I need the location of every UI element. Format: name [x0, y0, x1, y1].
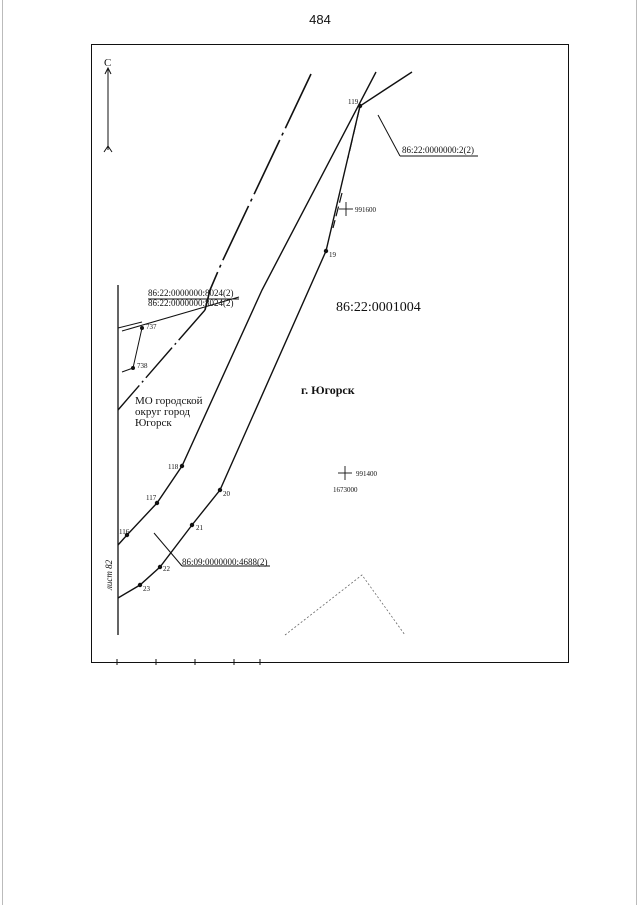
- point-label-22: 22: [163, 565, 170, 573]
- grid-cross-upper: [339, 202, 353, 216]
- point-label-738: 738: [137, 362, 148, 370]
- point-label-116: 116: [119, 528, 130, 536]
- page-number: 484: [309, 12, 331, 27]
- parcel-label-top-right: 86:22:0000000:2(2): [402, 145, 474, 155]
- faint-contour: [285, 575, 405, 635]
- parcel-label-8024-a: 86:22:0000000:8024(2): [148, 288, 234, 298]
- point-label-737: 737: [146, 323, 157, 331]
- grid-cross-lower: [338, 466, 352, 480]
- survey-points: [125, 104, 362, 587]
- point-label-21: 21: [196, 524, 203, 532]
- point-label-118: 118: [168, 463, 179, 471]
- grid-label-991400: 991400: [356, 470, 377, 478]
- grid-label-991600: 991600: [355, 206, 376, 214]
- parcel-label-large: 86:22:0001004: [336, 300, 421, 315]
- dashed-boundary-left: [205, 74, 311, 310]
- north-letter: С: [104, 57, 112, 69]
- north-arrow-icon: [104, 68, 112, 152]
- point-label-119: 119: [348, 98, 359, 106]
- corridor-outer-boundary: [118, 72, 412, 598]
- municipality-label-line2: округ город: [135, 406, 190, 418]
- parcel-label-4688: 86:09:0000000:4688(2): [182, 557, 268, 567]
- sheet-label: лист 82: [104, 559, 114, 590]
- frame-ticks: [117, 659, 260, 665]
- leader-4688: [154, 533, 182, 566]
- municipality-label-line1: МО городской: [135, 395, 203, 407]
- municipality-label-line3: Югорск: [135, 417, 172, 429]
- leader-top-right: [378, 115, 400, 156]
- point-label-117: 117: [146, 494, 157, 502]
- point-label-19: 19: [329, 251, 336, 259]
- point-label-23: 23: [143, 585, 150, 593]
- city-label: г. Югорск: [301, 383, 355, 397]
- grid-label-1673000: 1673000: [333, 486, 358, 494]
- dashed-inner-mid: [333, 193, 342, 228]
- parcel-label-8024-b: 86:22:0000000:8024(2): [148, 298, 234, 308]
- point-label-20: 20: [223, 490, 230, 498]
